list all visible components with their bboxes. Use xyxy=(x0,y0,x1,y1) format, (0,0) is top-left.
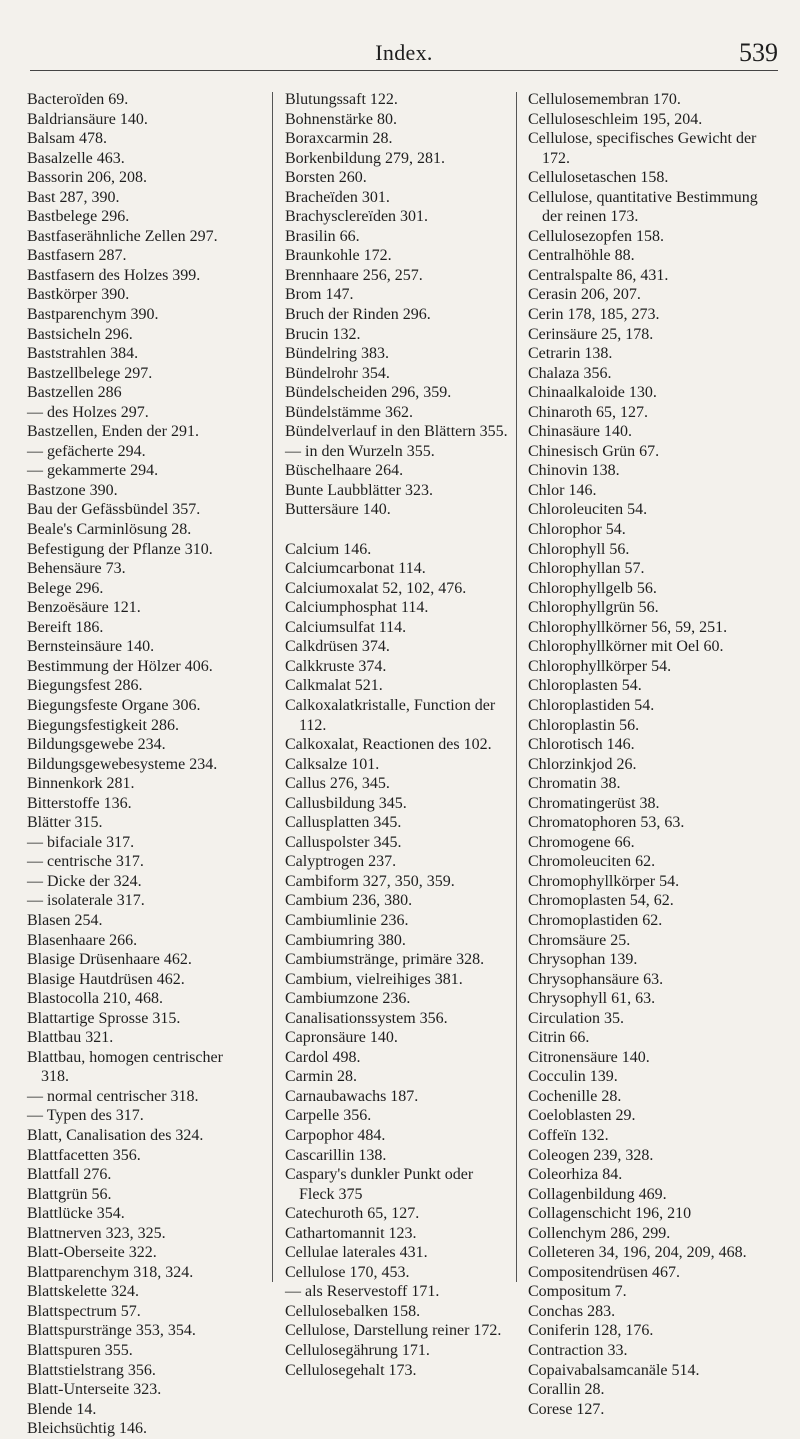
index-entry: Blasen 254. xyxy=(27,911,103,929)
index-entry: Chloroplastiden 54. xyxy=(528,696,655,714)
index-entry: Cellulose, quantitative Bestimmung der reinen 173. xyxy=(528,188,762,226)
index-entry: Coniferin 128, 176. xyxy=(528,1322,654,1340)
index-entry: Chlorophyllgelb 56. xyxy=(528,579,657,597)
index-entry: Bastbelege 296. xyxy=(27,208,130,226)
index-entry: Conchas 283. xyxy=(528,1302,616,1320)
index-entry: Beale's Carminlösung 28. xyxy=(27,521,192,539)
index-entry: Blattstielstrang 356. xyxy=(27,1361,156,1379)
index-entry: Cellulae laterales 431. xyxy=(285,1244,428,1262)
index-entry: Colleteren 34, 196, 204, 209, 468. xyxy=(528,1244,747,1262)
index-entry: Cellulosebalken 158. xyxy=(285,1302,421,1320)
index-entry: Bracheïden 301. xyxy=(285,188,390,206)
index-entry: Coleogen 239, 328. xyxy=(528,1146,654,1164)
index-entry: Braunkohle 172. xyxy=(285,247,392,265)
index-entry: Calkkruste 374. xyxy=(285,657,387,675)
index-entry: Calluspolster 345. xyxy=(285,833,402,851)
index-entry: Chromsäure 25. xyxy=(528,931,631,949)
index-entry: Bestimmung der Hölzer 406. xyxy=(27,657,213,675)
index-entry: Blastocolla 210, 468. xyxy=(27,990,163,1008)
index-entry: Bitterstoffe 136. xyxy=(27,794,132,812)
index-entry: Cellulose, specifisches Gewicht der 172. xyxy=(528,130,761,167)
index-entry: Chromogene 66. xyxy=(528,833,635,851)
index-entry: Bastfasern des Holzes 399. xyxy=(27,266,201,284)
index-entry: Blattnerven 323, 325. xyxy=(27,1224,166,1242)
index-entry: Borsten 260. xyxy=(285,169,367,187)
index-entry: Belege 296. xyxy=(27,579,104,597)
index-entry: Chalaza 356. xyxy=(528,364,612,382)
index-entry: Calksalze 101. xyxy=(285,755,380,773)
index-entry: Blasige Hautdrüsen 462. xyxy=(27,970,185,988)
index-entry: Blattspurstränge 353, 354. xyxy=(27,1322,196,1340)
index-entry: — Typen des 317. xyxy=(27,1107,144,1125)
index-entry: Cathartomannit 123. xyxy=(285,1224,417,1242)
index-entry: Bündelring 383. xyxy=(285,345,389,363)
index-entry: Calkoxalatkristalle, Function der 112. xyxy=(285,696,500,734)
index-entry: Chinaalkaloide 130. xyxy=(528,384,657,402)
index-entry: Blattartige Sprosse 315. xyxy=(27,1009,181,1027)
index-entry: Blattskelette 324. xyxy=(27,1283,139,1301)
index-entry: Boraxcarmin 28. xyxy=(285,130,393,148)
index-entry: Chromatophoren 53, 63. xyxy=(528,814,685,832)
index-entry: Chromoleuciten 62. xyxy=(528,853,656,871)
index-entry: — centrische 317. xyxy=(27,853,144,871)
index-column-2 xyxy=(285,90,509,1380)
index-entry: Compositum 7. xyxy=(528,1283,627,1301)
index-entry: Baststrahlen 384. xyxy=(27,345,139,363)
index-entry: Calkdrüsen 374. xyxy=(285,638,390,656)
index-entry: Chlorophyllkörper 54. xyxy=(528,657,672,675)
index-entry: Carpelle 356. xyxy=(285,1107,372,1125)
index-entry: Calciumoxalat 52, 102, 476. xyxy=(285,579,467,597)
index-entry: Blatt, Canalisation des 324. xyxy=(27,1126,204,1144)
index-entry: Cerin 178, 185, 273. xyxy=(528,306,660,324)
index-entry: Buttersäure 140. xyxy=(285,501,391,519)
index-entry: Calcium 146. xyxy=(285,540,372,558)
index-entry: Caspary's dunkler Punkt oder Fleck 375 xyxy=(285,1166,478,1203)
index-entry: Balsam 478. xyxy=(27,130,107,148)
index-entry: Baldriansäure 140. xyxy=(27,110,148,128)
index-entry: Bernsteinsäure 140. xyxy=(27,638,155,656)
index-entry: Coeloblasten 29. xyxy=(528,1107,636,1125)
index-entry: Blutungssaft 122. xyxy=(285,91,398,108)
index-entry: Calyptrogen 237. xyxy=(285,853,397,871)
index-entry: Bastparenchym 390. xyxy=(27,306,159,324)
index-entry: — des Holzes 297. xyxy=(27,403,149,421)
index-entry: Cambiumring 380. xyxy=(285,931,406,949)
index-entry: Chloroplasten 54. xyxy=(528,677,642,695)
index-entry: Chlorophyllkörner mit Oel 60. xyxy=(528,638,724,656)
index-entry: — isolaterale 317. xyxy=(27,892,145,910)
index-entry: Citronensäure 140. xyxy=(528,1048,650,1066)
index-entry: — als Reservestoff 171. xyxy=(285,1283,440,1301)
index-entry: Blattparenchym 318, 324. xyxy=(27,1263,194,1281)
index-entry: Cambium 236, 380. xyxy=(285,892,413,910)
index-entry: Calciumsulfat 114. xyxy=(285,618,407,636)
index-entry: Chromatingerüst 38. xyxy=(528,794,660,812)
index-entry: Chlorophor 54. xyxy=(528,521,626,539)
index-entry: Bunte Laubblätter 323. xyxy=(285,481,433,499)
index-entry: — bifaciale 317. xyxy=(27,833,135,851)
index-entry: Bildungsgewebesysteme 234. xyxy=(27,755,218,773)
index-entry: Cocculin 139. xyxy=(528,1068,618,1086)
index-entry: Chlorophyllan 57. xyxy=(528,560,645,578)
index-entry: Biegungsfeste Organe 306. xyxy=(27,696,201,714)
index-entry: Circulation 35. xyxy=(528,1009,624,1027)
index-entry: Brachysclereïden 301. xyxy=(285,208,429,226)
index-entry: Blasenhaare 266. xyxy=(27,931,138,949)
index-entry: Bassorin 206, 208. xyxy=(27,169,147,187)
index-entry: Bacteroïden 69. xyxy=(27,91,129,108)
column-divider-2 xyxy=(516,92,517,1282)
index-entry: Borkenbildung 279, 281. xyxy=(285,149,445,167)
index-entry: Chlorophyllgrün 56. xyxy=(528,599,659,617)
index-entry: Bündelverlauf in den Blättern 355. xyxy=(285,423,508,441)
index-entry: Blattbau 321. xyxy=(27,1029,114,1047)
index-entry: Cellulosetaschen 158. xyxy=(528,169,669,187)
index-entry: Chromoplastiden 62. xyxy=(528,911,663,929)
index-entry: Collagenbildung 469. xyxy=(528,1185,667,1203)
index-entry: Bastzellen, Enden der 291. xyxy=(27,423,199,441)
page-header xyxy=(30,0,778,78)
index-entry: Centralhöhle 88. xyxy=(528,247,635,265)
index-entry: Bastfaserähnliche Zellen 297. xyxy=(27,227,218,245)
index-entry: Blattlücke 354. xyxy=(27,1205,125,1223)
index-entry: Chinasäure 140. xyxy=(528,423,632,441)
index-entry: Calciumphosphat 114. xyxy=(285,599,429,617)
index-entry: Corese 127. xyxy=(528,1400,605,1418)
index-entry: Bündelrohr 354. xyxy=(285,364,390,382)
index-entry: Blattspuren 355. xyxy=(27,1342,133,1359)
index-entry: Carpophor 484. xyxy=(285,1126,386,1144)
index-entry: Compositendrüsen 467. xyxy=(528,1263,680,1281)
index-entry: Chlorotisch 146. xyxy=(528,736,635,754)
index-entry: Cellulosezopfen 158. xyxy=(528,227,664,245)
index-entry: Brucin 132. xyxy=(285,325,361,343)
index-entry: Behensäure 73. xyxy=(27,560,126,578)
index-entry: Bau der Gefässbündel 357. xyxy=(27,501,201,519)
index-entry: Bastfasern 287. xyxy=(27,247,127,265)
index-entry: Cambiumlinie 236. xyxy=(285,911,409,929)
index-entry: Brennhaare 256, 257. xyxy=(285,266,423,284)
index-entry: Bündelscheiden 296, 359. xyxy=(285,384,452,402)
index-entry: Centralspalte 86, 431. xyxy=(528,266,669,284)
index-entry: Copaivabalsamcanäle 514. xyxy=(528,1361,700,1379)
index-entry: Catechuroth 65, 127. xyxy=(285,1205,420,1223)
index-entry: Büschelhaare 264. xyxy=(285,462,404,480)
index-entry: Carnaubawachs 187. xyxy=(285,1087,419,1105)
index-entry: Chrysophansäure 63. xyxy=(528,970,664,988)
index-entry: Capronsäure 140. xyxy=(285,1029,398,1047)
column-divider-1 xyxy=(272,92,273,1282)
index-entry: Bastsicheln 296. xyxy=(27,325,133,343)
index-entry: — in den Wurzeln 355. xyxy=(285,442,435,460)
index-entry: Chrysophan 139. xyxy=(528,951,638,969)
index-entry: Bildungsgewebe 234. xyxy=(27,736,166,754)
header-rule xyxy=(30,70,778,71)
index-entry: — normal centrischer 318. xyxy=(27,1087,199,1105)
index-entry: Basalzelle 463. xyxy=(27,149,125,167)
index-entry: — Dicke der 324. xyxy=(27,872,142,890)
index-entry: Cerinsäure 25, 178. xyxy=(528,325,654,343)
index-entry: Cetrarin 138. xyxy=(528,345,613,363)
index-entry: Collenchym 286, 299. xyxy=(528,1224,671,1242)
index-entry: Binnenkork 281. xyxy=(27,775,135,793)
index-entry: Chloroplastin 56. xyxy=(528,716,640,734)
index-entry: Callus 276, 345. xyxy=(285,775,390,793)
page-number: 539 xyxy=(739,38,778,67)
index-entry: Celluloseschleim 195, 204. xyxy=(528,110,703,128)
index-entry: Bündelstämme 362. xyxy=(285,403,413,421)
index-entry: Chromatin 38. xyxy=(528,775,621,793)
index-entry: Calkoxalat, Reactionen des 102. xyxy=(285,736,492,754)
index-entry: Cambiumstränge, primäre 328. xyxy=(285,951,485,969)
index-column-1 xyxy=(27,90,251,1439)
index-entry: Chloroleuciten 54. xyxy=(528,501,648,519)
index-entry: Cambium, vielreihiges 381. xyxy=(285,970,463,988)
index-entry: Corallin 28. xyxy=(528,1381,605,1399)
index-entry: Contraction 33. xyxy=(528,1342,628,1359)
index-entry: Coleorhiza 84. xyxy=(528,1166,623,1184)
index-entry: Bastkörper 390. xyxy=(27,286,130,304)
index-entry: Bruch der Rinden 296. xyxy=(285,306,431,324)
index-entry: Cellulose, Darstellung reiner 172. xyxy=(285,1322,502,1340)
index-entry: Carmin 28. xyxy=(285,1068,357,1086)
index-entry: Calkmalat 521. xyxy=(285,677,383,695)
index-column-3 xyxy=(528,90,764,1419)
index-entry: Blattgrün 56. xyxy=(27,1185,112,1203)
index-entry: Bastzellbelege 297. xyxy=(27,364,153,382)
index-entry: Blasige Drüsenhaare 462. xyxy=(27,951,192,969)
index-entry: Blattfacetten 356. xyxy=(27,1146,141,1164)
index-entry: Blattspectrum 57. xyxy=(27,1302,141,1320)
index-entry: Blatt-Unterseite 323. xyxy=(27,1381,162,1399)
index-entry: Coffeïn 132. xyxy=(528,1126,609,1144)
index-entry: Cellulosegährung 171. xyxy=(285,1342,430,1359)
index-entry: Chinovin 138. xyxy=(528,462,620,480)
index-entry: Blatt-Oberseite 322. xyxy=(27,1244,157,1262)
index-entry: Cellulosemembran 170. xyxy=(528,91,681,108)
index-entry: Chlorzinkjod 26. xyxy=(528,755,637,773)
index-entry: — gekammerte 294. xyxy=(27,462,159,480)
index-entry: Chlorophyll 56. xyxy=(528,540,630,558)
index-entry: Cellulosegehalt 173. xyxy=(285,1361,417,1379)
index-entry: Bastzone 390. xyxy=(27,481,118,499)
index-entry: Chromophyllkörper 54. xyxy=(528,872,680,890)
index-entry: Brom 147. xyxy=(285,286,354,304)
index-entry: Chrysophyll 61, 63. xyxy=(528,990,656,1008)
index-entry: Bast 287, 390. xyxy=(27,188,120,206)
index-entry: Biegungsfestigkeit 286. xyxy=(27,716,179,734)
index-entry: Blende 14. xyxy=(27,1400,97,1418)
index-entry: Cardol 498. xyxy=(285,1048,361,1066)
index-entry: Callusplatten 345. xyxy=(285,814,402,832)
index-entry: Bleichsüchtig 146. xyxy=(27,1420,147,1438)
index-entry: Bereift 186. xyxy=(27,618,104,636)
index-entry: Blätter 315. xyxy=(27,814,103,832)
index-entry: Chinesisch Grün 67. xyxy=(528,442,660,460)
index-entry: Befestigung der Pflanze 310. xyxy=(27,540,213,558)
index-entry: Chlorophyllkörner 56, 59, 251. xyxy=(528,618,728,636)
index-entry: Cambiumzone 236. xyxy=(285,990,411,1008)
index-entry: Bohnenstärke 80. xyxy=(285,110,397,128)
index-entry: Benzoësäure 121. xyxy=(27,599,141,617)
index-entry: Blattfall 276. xyxy=(27,1166,112,1184)
index-entry: Cascarillin 138. xyxy=(285,1146,387,1164)
index-entry: Calciumcarbonat 114. xyxy=(285,560,426,578)
index-entry: Cochenille 28. xyxy=(528,1087,622,1105)
index-entry: Citrin 66. xyxy=(528,1029,590,1047)
index-entry: Bastzellen 286 xyxy=(27,384,122,402)
index-entry: Collagenschicht 196, 210 xyxy=(528,1205,692,1223)
index-entry: Blattbau, homogen centrischer 318. xyxy=(27,1048,227,1086)
index-entry: Cellulose 170, 453. xyxy=(285,1263,410,1281)
index-entry: Brasilin 66. xyxy=(285,227,360,245)
index-entry: Cambiform 327, 350, 359. xyxy=(285,872,455,890)
index-entry: Chinaroth 65, 127. xyxy=(528,403,648,421)
index-entry xyxy=(285,520,509,540)
page-title: Index. xyxy=(375,40,433,65)
index-entry: Callusbildung 345. xyxy=(285,794,407,812)
index-entry: — gefächerte 294. xyxy=(27,442,146,460)
index-entry: Biegungsfest 286. xyxy=(27,677,143,695)
index-entry: Chlor 146. xyxy=(528,481,597,499)
index-entry: Cerasin 206, 207. xyxy=(528,286,641,304)
index-entry: Chromoplasten 54, 62. xyxy=(528,892,674,910)
index-entry: Canalisationssystem 356. xyxy=(285,1009,448,1027)
